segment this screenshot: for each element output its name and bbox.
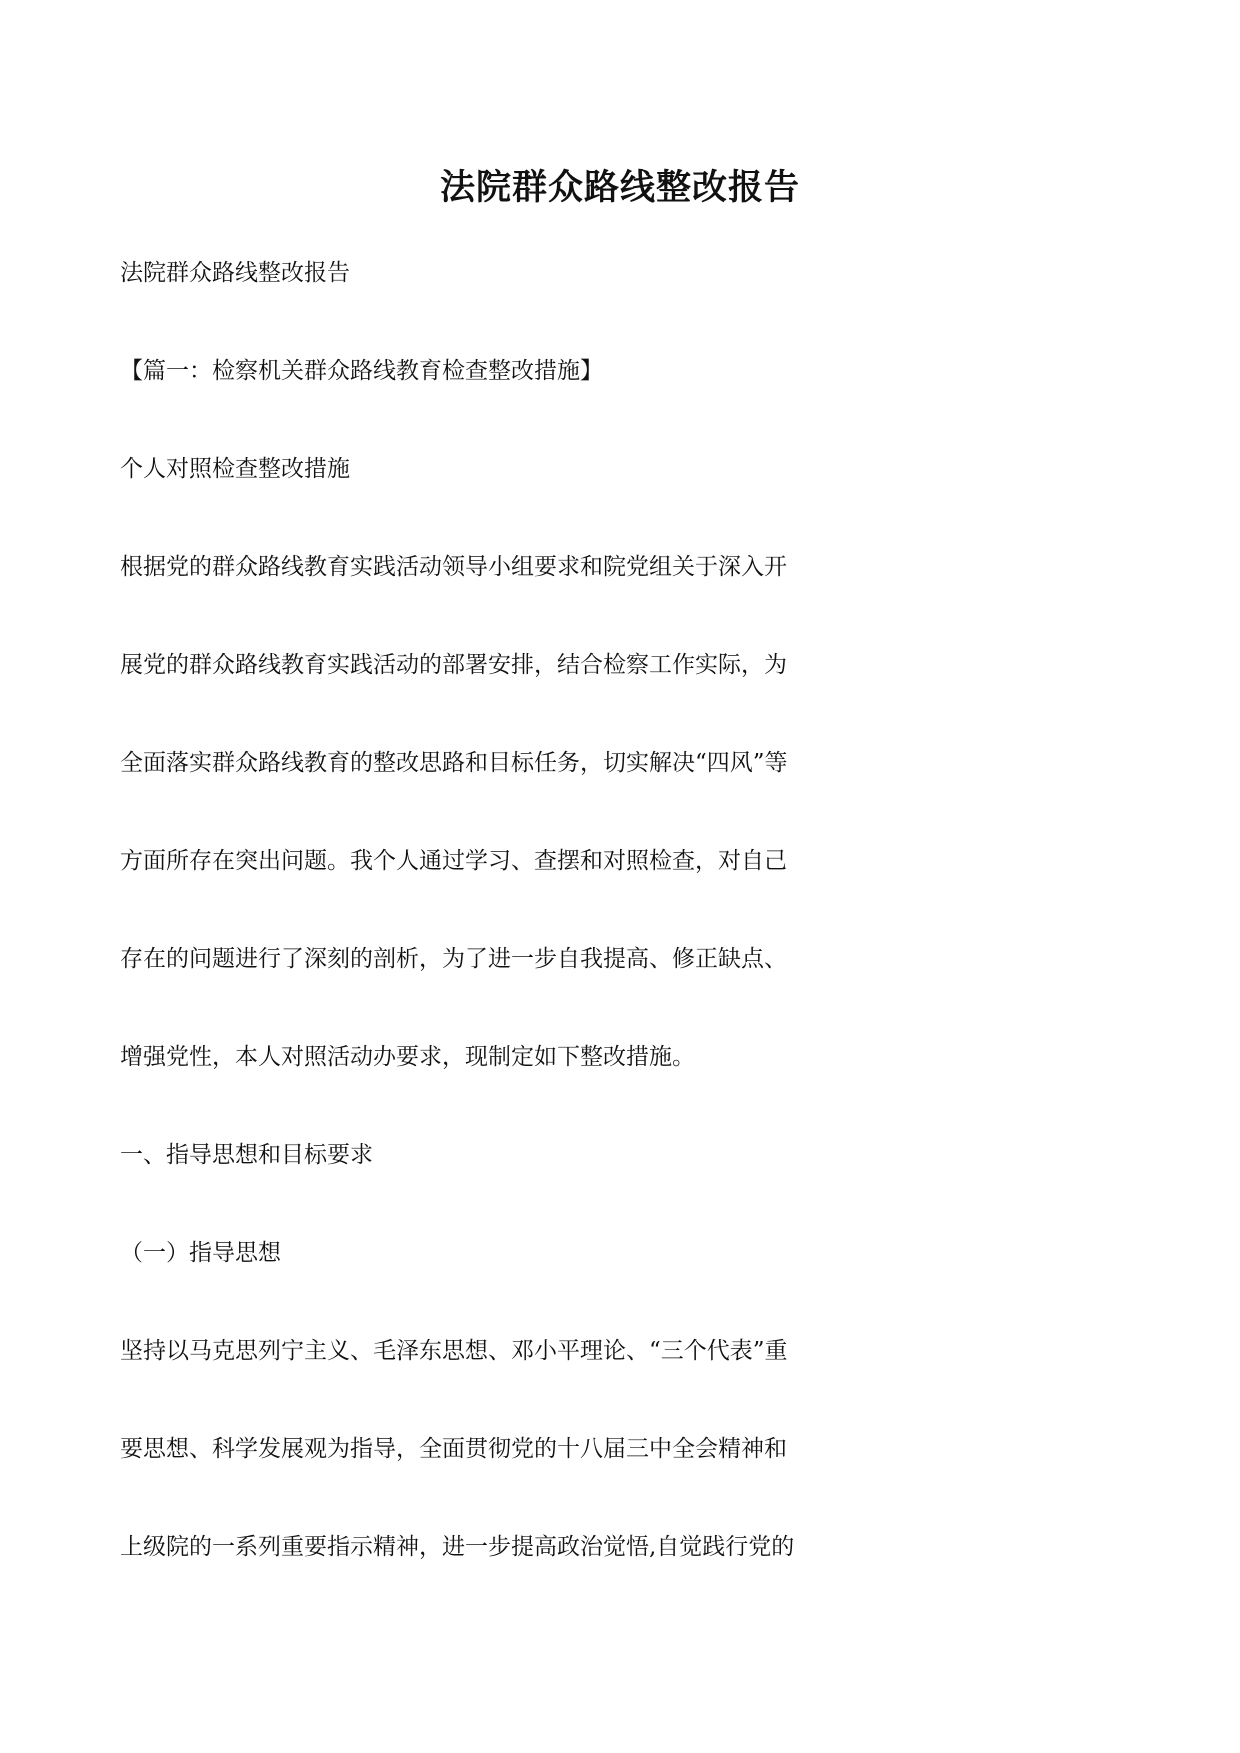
paragraph-line: 展党的群众路线教育实践活动的部署安排，结合检察工作实际，为	[120, 652, 787, 678]
document-title: 法院群众路线整改报告	[439, 167, 800, 208]
paragraph-line: 存在的问题进行了深刻的剖析，为了进一步自我提高、修正缺点、	[120, 946, 787, 972]
section-heading: 【篇一：检察机关群众路线教育检查整改措施】	[120, 358, 603, 384]
subheading-line: 个人对照检查整改措施	[120, 456, 350, 482]
paragraph-line: 要思想、科学发展观为指导，全面贯彻党的十八届三中全会精神和	[120, 1436, 787, 1462]
subsection-heading: （一）指导思想	[120, 1240, 281, 1266]
paragraph-line: 坚持以马克思列宁主义、毛泽东思想、邓小平理论、“三个代表”重	[120, 1338, 788, 1364]
subtitle-line: 法院群众路线整改报告	[120, 260, 350, 286]
section-heading: 一、指导思想和目标要求	[120, 1142, 373, 1168]
paragraph-line: 上级院的一系列重要指示精神，进一步提高政治觉悟,自觉践行党的	[120, 1534, 795, 1560]
paragraph-line: 增强党性，本人对照活动办要求，现制定如下整改措施。	[120, 1044, 695, 1070]
paragraph-line: 全面落实群众路线教育的整改思路和目标任务，切实解决“四风”等	[120, 750, 788, 776]
paragraph-line: 根据党的群众路线教育实践活动领导小组要求和院党组关于深入开	[120, 554, 787, 580]
paragraph-line: 方面所存在突出问题。我个人通过学习、查摆和对照检查，对自己	[120, 848, 787, 874]
